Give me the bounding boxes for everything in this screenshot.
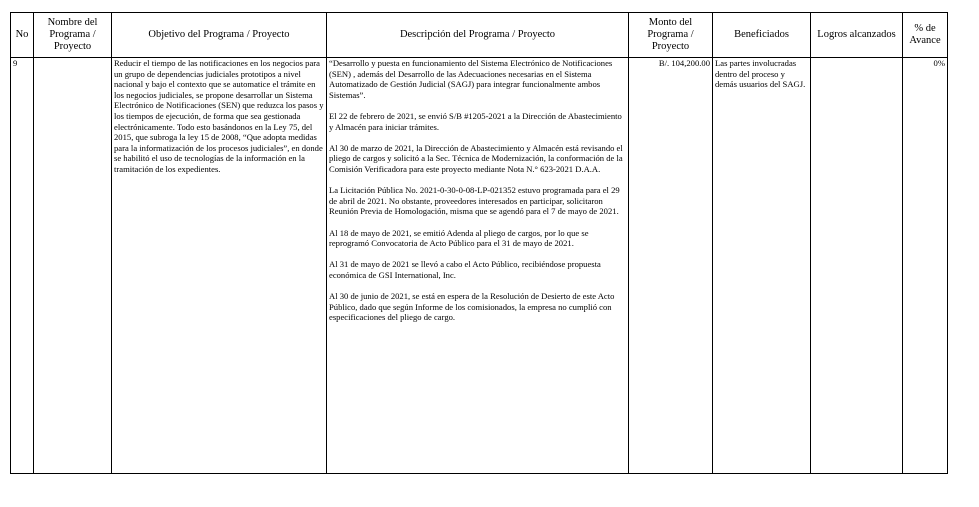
cell-no: 9 [11, 58, 34, 474]
program-report-table [10, 12, 948, 474]
cell-logros [811, 58, 903, 474]
cell-objetivo: Reducir el tiempo de las notificaciones en los negocios para un grupo de dependencias judiciales prototipos a nivel nacional y bajo el contexto que se automatice el trámite en los negocios judiciales, se propone desarrollar un Sistema Electrónico de Notificaciones (SEN) que reduzca los pasos y los tiempos de ejecución, de forma que sea gestionada electrónicamente. Todo esto basándonos en la Ley 75, del 2015, que subroga la ley 15 de 2008, “Que adopta medidas para la informatización de los procesos judiciales”, en donde se habilitó el uso de tecnologías de la información en la tramitación de los expedientes. [112, 58, 327, 474]
header-no: No [11, 13, 34, 58]
descripcion-paragraph: Al 18 de mayo de 2021, se emitió Adenda al pliego de cargos, por lo que se reprogramó Convocatoria de Acto Público para el 31 de mayo de 2021. [329, 227, 589, 249]
descripcion-paragraph: Al 31 de mayo de 2021 se llevó a cabo el Acto Público, recibiéndose propuesta económica de GSI International, Inc. [329, 259, 601, 280]
cell-nombre [34, 58, 112, 474]
header-monto: Monto del Programa / Proyecto [629, 13, 713, 58]
descripcion-paragraph: El 22 de febrero de 2021, se envió S/B #1205-2021 a la Dirección de Abastecimiento y Almacén para iniciar trámites. [329, 110, 622, 132]
header-avance: % de Avance [903, 13, 948, 58]
header-nombre: Nombre del Programa / Proyecto [34, 13, 112, 58]
cell-descripcion [327, 58, 629, 474]
cell-beneficiados: Las partes involucradas dentro del proceso y demás usuarios del SAGJ. [713, 58, 811, 474]
descripcion-paragraph: Al 30 de marzo de 2021, la Dirección de Abastecimiento y Almacén está revisando el pliego de cargos y solicitó a la Sec. Técnica de Modernización, la conformación de la Comisión Verificadora para este proyecto mediante Nota N.° 623-2021 D.A.A. [329, 142, 623, 174]
header-row [11, 13, 948, 58]
cell-avance: 0% [903, 58, 948, 474]
header-objetivo: Objetivo del Programa / Proyecto [112, 13, 327, 58]
descripcion-paragraph: “Desarrollo y puesta en funcionamiento del Sistema Electrónico de Notificaciones (SEN) , además del Desarrollo de las Adecuaciones necesarias en el Sistema Automatizado de Gestión Judicial (SAGJ) para integrar funcionalmente ambos Sistemas”. [329, 58, 613, 100]
cell-monto: B/. 104,200.00 [629, 58, 713, 474]
header-beneficiados: Beneficiados [713, 13, 811, 58]
header-descripcion: Descripción del Programa / Proyecto [327, 13, 629, 58]
descripcion-paragraph: Al 30 de junio de 2021, se está en espera de la Resolución de Desierto de este Acto Público, dado que según Informe de los comisionados, la empresa no cumplió con especificaciones del pliego de cargo. [329, 291, 615, 323]
header-logros: Logros alcanzados [811, 13, 903, 58]
table-row [11, 58, 948, 474]
descripcion-paragraph: La Licitación Pública No. 2021-0-30-0-08-LP-021352 estuvo programada para el 29 de abril de 2021. No obstante, proveedores interesados en participar, solicitaron Reunión Previa de Homologación, misma que se agendó para el 7 de mayo de 2021. [329, 185, 620, 217]
